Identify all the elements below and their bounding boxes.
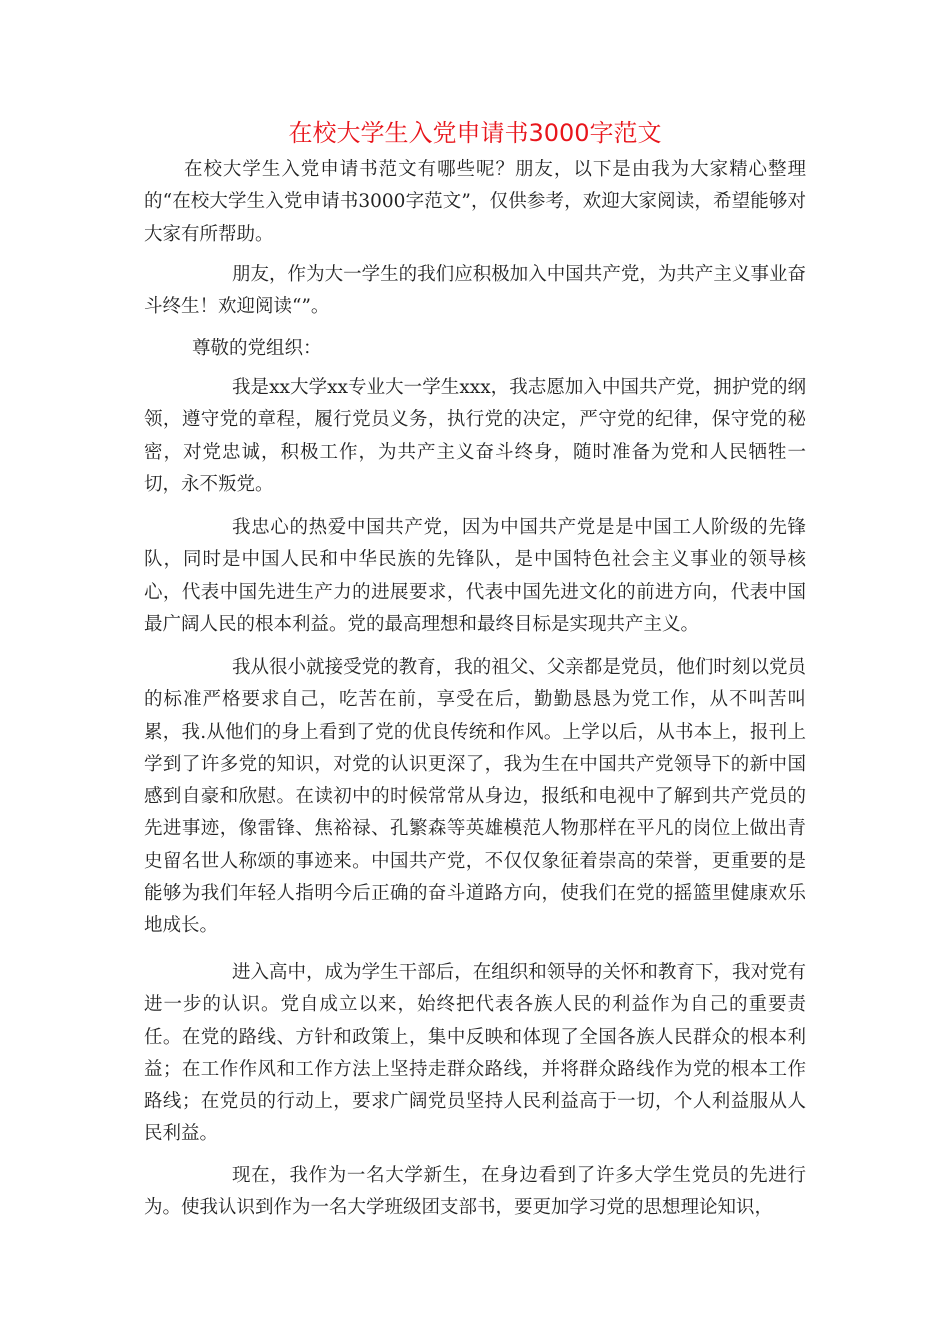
body-paragraph: 进入高中，成为学生干部后，在组织和领导的关怀和教育下，我对党有进一步的认识。党自成立以来，始终把代表各族人民的利益作为自己的重要责任。在党的路线、方针和政策上，集中反映和体现了全国各族人民群众的根本利益；在工作作风和工作方法上坚持走群众路线，并将群众路线作为党的根本工作路线；在党员的行动上，要求广阔党员坚持人民利益高于一切，个人利益服从人民利益。 (144, 962, 806, 1145)
intro-paragraph: 在校大学生入党申请书范文有哪些呢？朋友，以下是由我为大家精心整理的“在校大学生入党申请书3000字范文”，仅供参考，欢迎大家阅读，希望能够对大家有所帮助。 (144, 159, 806, 245)
body-paragraph: 我是xx大学xx专业大一学生xxx，我志愿加入中国共产党，拥护党的纲领，遵守党的章程，履行党员义务，执行党的决定，严守党的纪律，保守党的秘密，对党忠诚，积极工作，为共产主义奋斗终身，随时准备为党和人民牺牲一切，永不叛党。 (144, 377, 806, 495)
body-paragraph: 现在，我作为一名大学新生，在身边看到了许多大学生党员的先进行为。使我认识到作为一名大学班级团支部书，要更加学习党的思想理论知识， (144, 1165, 806, 1219)
salutation: 尊敬的党组织： (192, 338, 322, 359)
document-title: 在校大学生入党申请书3000字范文 (288, 119, 662, 147)
lead-paragraph: 朋友，作为大一学生的我们应积极加入中国共产党，为共产主义事业奋斗终生！欢迎阅读“”。 (144, 264, 806, 318)
body-paragraph: 我从很小就接受党的教育，我的祖父、父亲都是党员，他们时刻以党员的标准严格要求自己，吃苦在前，享受在后，勤勤恳恳为党工作，从不叫苦叫累，我.从他们的身上看到了党的优良传统和作风。上学以后，从书本上，报刊上学到了许多党的知识，对党的认识更深了，我为生在中国共产党领导下的新中国感到自豪和欣慰。在读初中的时候常常从身边，报纸和电视中了解到共产党员的先进事迹，像雷锋、焦裕禄、孔繁森等英雄模范人物那样在平凡的岗位上做出青史留名世人称颂的事迹来。中国共产党，不仅仅象征着崇高的荣誉，更重要的是能够为我们年轻人指明今后正确的奋斗道路方向，使我们在党的摇篮里健康欢乐地成长。 (144, 657, 806, 937)
body-paragraph: 我忠心的热爱中国共产党，因为中国共产党是是中国工人阶级的先锋队，同时是中国人民和中华民族的先锋队，是中国特色社会主义事业的领导核心，代表中国先进生产力的进展要求，代表中国先进文化的前进方向，代表中国最广阔人民的根本利益。党的最高理想和最终目标是实现共产主义。 (144, 517, 806, 635)
